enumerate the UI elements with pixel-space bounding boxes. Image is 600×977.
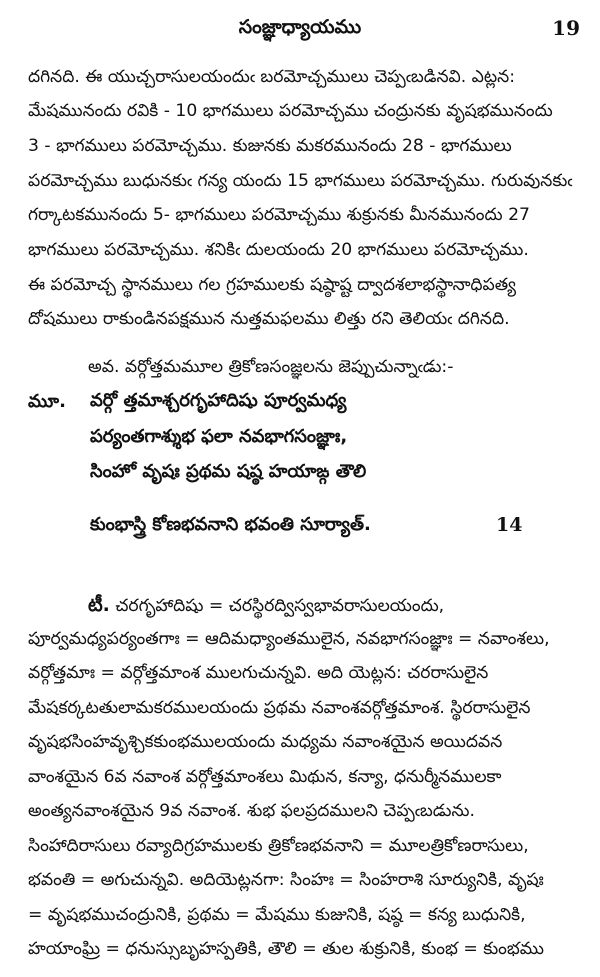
verse-line: వర్గో త్తమాశ్చరగృహాదిషు పూర్వమధ్య bbox=[90, 390, 347, 411]
intro-line: అవ. వర్గోత్తమమూల త్రికోణసంజ్ఞలను జెప్పుచున్నాఁడు:- bbox=[88, 357, 454, 377]
text-line: వృషభసింహవృశ్చికకుంభములయందు మధ్యమ నవాంశయైన అయిదవన bbox=[28, 732, 503, 752]
text-line: మేషమునందు రవికి - 10 భాగములు పరమోచ్చము చంద్రునకు వృషభమునందు bbox=[28, 101, 553, 121]
text-line: ఈ పరమోచ్చ స్థానములు గల గ్రహములకు షష్ఠాష్ట ద్వాదశలాభస్థానాధిపత్య bbox=[28, 275, 516, 295]
commentary-label: టీ. bbox=[88, 594, 110, 616]
commentary-first-text: చరగృహాదిషు = చరస్థిరద్విస్వభావరాసులయందు, bbox=[115, 596, 445, 616]
text-line: 3 - భాగములు పరమోచ్చము. కుజునకు మకరమునందు 28 - భాగములు bbox=[28, 136, 512, 156]
page-header bbox=[0, 14, 600, 44]
verse-line: సింహో వృషః ప్రథమ షష్ఠ హయాఙ్గ తౌలి bbox=[90, 461, 367, 482]
verse-line: పర్యంతగాశ్శుభ ఫలా నవభాగసంజ్ఞాః, bbox=[90, 426, 348, 447]
text-line: హయాంఘ్రి = ధనుస్సుబృహస్పతికి, తౌలి = తుల శుక్రునికి, కుంభ = కుంభము bbox=[28, 939, 544, 959]
commentary-first-line bbox=[88, 594, 444, 617]
text-line: సింహాదిరాసులు రవ్యాదిగ్రహములకు త్రికోణభవనాని = మూలత్రికోణరాసులు, bbox=[28, 836, 529, 856]
text-line: వర్గోత్తమాః = వర్గోత్తమాంశ ములగుచున్నవి. అది యెట్లన: చరరాసులైన bbox=[28, 663, 489, 683]
text-line: మేషకర్కటతులామకరములయందు ప్రథమ నవాంశవర్గోత్తమాంశ. స్థిరరాసులైన bbox=[28, 698, 531, 718]
text-line: భవంతి = అగుచున్నవి. అదియెట్లనగా: సింహః = సింహరాశి సూర్యునికి, వృషః bbox=[28, 870, 544, 890]
running-title: సంజ్ఞాధ్యాయము bbox=[238, 16, 362, 38]
text-line: = వృషభముచంద్రునికి, ప్రథమ = మేషము కుజునికి, షష్ఠ = కన్య బుధునికి, bbox=[28, 905, 526, 925]
verse-label: మూ. bbox=[28, 391, 66, 412]
text-line: దగినది. ఈ యుచ్చరాసులయందుఁ బరమోచ్చములు చెప్పఁబడినవి. ఎట్లన: bbox=[28, 67, 516, 87]
text-line: దోషములు రాకుండినపక్షమున నుత్తమఫలము లిత్తు రని తెలియఁ దగినది. bbox=[28, 309, 510, 329]
text-line: గర్కాటకమునందు 5- భాగములు పరమోచ్చము శుక్రునకు మీనమునందు 27 bbox=[28, 205, 530, 225]
text-line: పూర్వమధ్యపర్యంతగాః = ఆదిమధ్యాంతములైన, నవభాగసంజ్ఞాః = నవాంశలు, bbox=[28, 629, 550, 649]
page-number: 19 bbox=[552, 16, 580, 40]
text-line: పరమోచ్చము బుధునకుఁ గన్య యందు 15 భాగములు పరమోచ్చము. గురువునకుఁ bbox=[28, 171, 573, 191]
text-line: వాంశయైన 6వ నవాంశ వర్గోత్తమాంశలు మిథున, కన్యా, ధనుర్మీనములకా bbox=[28, 767, 502, 787]
text-line: భాగములు పరమోచ్చము. శనికిఁ దులయందు 20 భాగములు పరమోచ్చము. bbox=[28, 240, 529, 260]
verse-line: కుంభాస్త్రి కోణభవనాని భవంతి సూర్యాత్. bbox=[90, 514, 371, 535]
text-line: అంత్యనవాంశయైన 9వ నవాంశ. శుభ ఫలప్రదములని చెప్పఁబడును. bbox=[28, 801, 475, 821]
verse-number: 14 bbox=[496, 514, 523, 536]
